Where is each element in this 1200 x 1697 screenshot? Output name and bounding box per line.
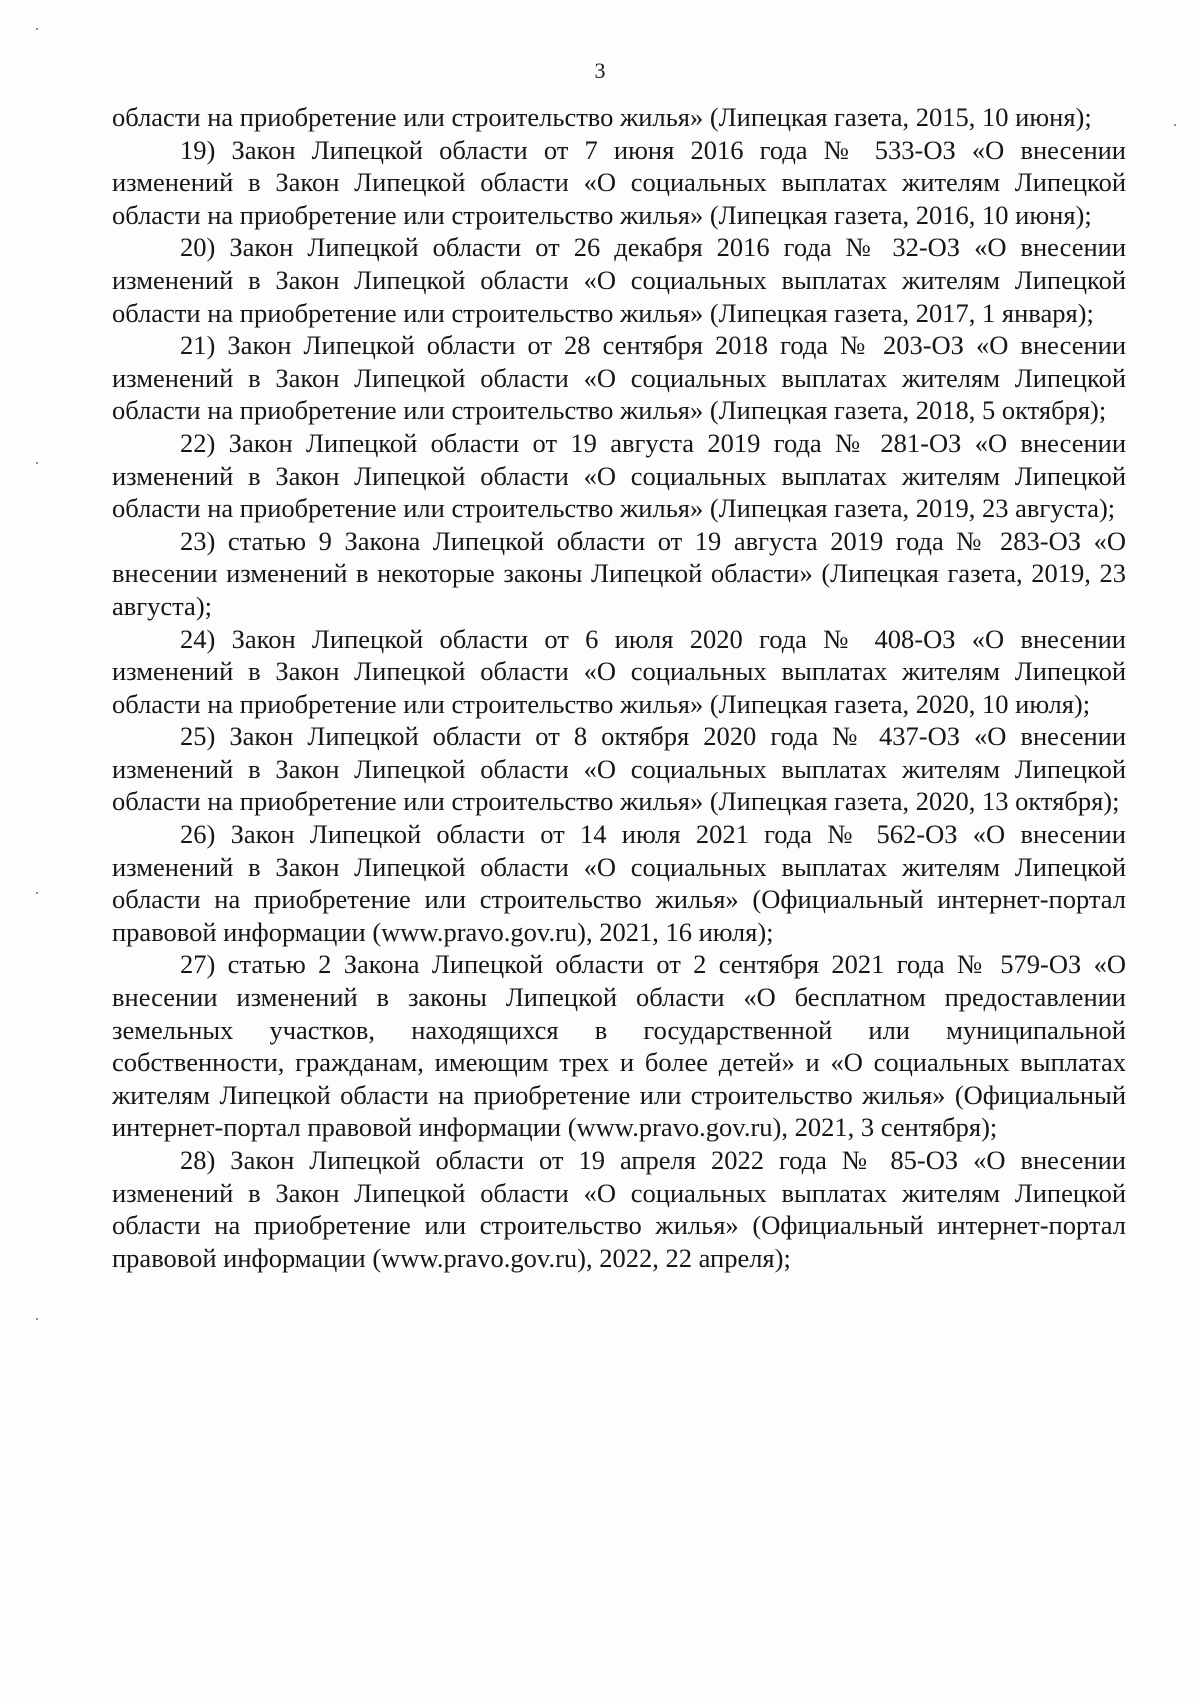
paragraph-item-28: 28) Закон Липецкой области от 19 апреля 2022 года № 85-ОЗ «О внесении изменений в Закон Липецкой области «О социальных выплатах жителям Липецкой области на приобретение или строительство жилья» (Официальный интернет-портал правовой информации (www.pravo.gov.ru), 2022, 22 апреля); xyxy=(112,1145,1126,1273)
scan-speck xyxy=(36,462,38,464)
paragraph-item-25: 25) Закон Липецкой области от 8 октября 2020 года № 437-ОЗ «О внесении изменений в Закон Липецкой области «О социальных выплатах жителям Липецкой области на приобретение или строительство жилья» (Липецкая газета, 2020, 13 октября); xyxy=(112,721,1126,817)
paragraph-item-27: 27) статью 2 Закона Липецкой области от 2 сентября 2021 года № 579-ОЗ «О внесении изменений в законы Липецкой области «О бесплатном предоставлении земельных участков, находящихся в государственной или муниципальной собственности, гражданам, имеющим трех и более детей» и «О социальных выплатах жителям Липецкой области на приобретение или строительство жилья» (Официальный интернет-портал правовой информации (www.pravo.gov.ru), 2021, 3 сентября); xyxy=(112,949,1126,1143)
paragraph-item-20: 20) Закон Липецкой области от 26 декабря 2016 года № 32-ОЗ «О внесении изменений в Закон Липецкой области «О социальных выплатах жителям Липецкой области на приобретение или строительство жилья» (Липецкая газета, 2017, 1 января); xyxy=(112,232,1126,328)
document-body xyxy=(112,101,1126,1274)
paragraph-item-22: 22) Закон Липецкой области от 19 августа 2019 года № 281-ОЗ «О внесении изменений в Закон Липецкой области «О социальных выплатах жителям Липецкой области на приобретение или строительство жилья» (Липецкая газета, 2019, 23 августа); xyxy=(112,427,1126,524)
scan-speck xyxy=(36,1318,38,1320)
paragraph-item-26: 26) Закон Липецкой области от 14 июля 2021 года № 562-ОЗ «О внесении изменений в Закон Липецкой области «О социальных выплатах жителям Липецкой области на приобретение или строительство жилья» (Официальный интернет-портал правовой информации (www.pravo.gov.ru), 2021, 16 июля); xyxy=(112,819,1126,947)
scan-speck xyxy=(36,892,38,894)
scan-speck xyxy=(36,28,38,30)
paragraph-item-24: 24) Закон Липецкой области от 6 июля 2020 года № 408-ОЗ «О внесении изменений в Закон Липецкой области «О социальных выплатах жителям Липецкой области на приобретение или строительство жилья» (Липецкая газета, 2020, 10 июля); xyxy=(112,623,1126,719)
page-number: 3 xyxy=(594,58,606,83)
paragraph-continuation: области на приобретение или строительство жилья» (Липецкая газета, 2015, 10 июня); xyxy=(112,102,1092,132)
paragraph-item-23: 23) статью 9 Закона Липецкой области от 19 августа 2019 года № 283-ОЗ «О внесении изменений в некоторые законы Липецкой области» (Липецкая газета, 2019, 23 августа); xyxy=(112,525,1126,621)
paragraph-item-19: 19) Закон Липецкой области от 7 июня 2016 года № 533-ОЗ «О внесении изменений в Закон Липецкой области «О социальных выплатах жителям Липецкой области на приобретение или строительство жилья» (Липецкая газета, 2016, 10 июня); xyxy=(112,134,1126,230)
paragraph-item-21: 21) Закон Липецкой области от 28 сентября 2018 года № 203-ОЗ «О внесении изменений в Закон Липецкой области «О социальных выплатах жителям Липецкой области на приобретение или строительство жилья» (Липецкая газета, 2018, 5 октября); xyxy=(112,330,1126,426)
scan-speck xyxy=(1174,124,1176,126)
